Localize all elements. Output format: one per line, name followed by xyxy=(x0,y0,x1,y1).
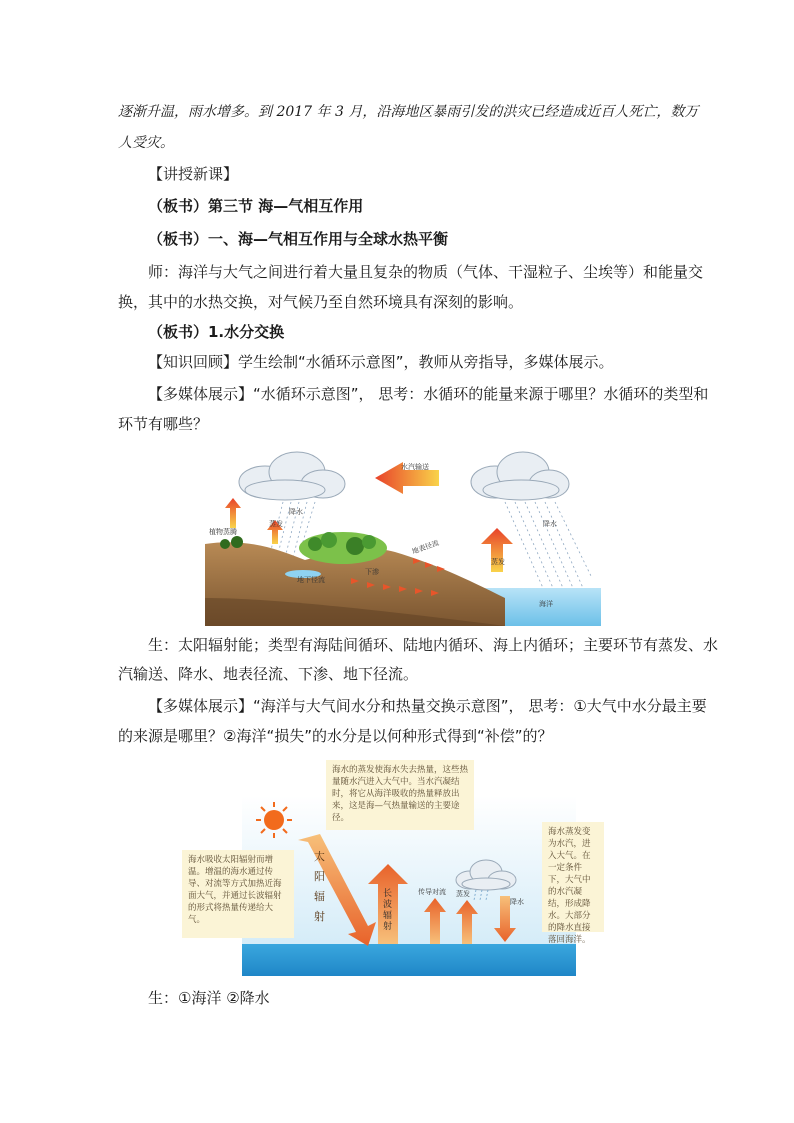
label-infiltration: 下渗 xyxy=(365,568,379,576)
label-conduction: 传导对流 xyxy=(418,888,446,896)
student-answer-2: 生：①海洋 ②降水 xyxy=(148,989,270,1007)
media-line-1a: 【多媒体展示】“水循环示意图”， 思考：水循环的能量来源于哪里？水循环的类型和 xyxy=(148,385,709,403)
media-line-2a: 【多媒体展示】“海洋与大气间水分和热量交换示意图”， 思考：①大气中水分最主要 xyxy=(148,697,707,715)
board-note-3: （板书）1.水分交换 xyxy=(148,323,285,341)
student-answer-1a: 生：太阳辐射能；类型有海陆间循环、陆地内循环、海上内循环；主要环节有蒸发、水 xyxy=(148,636,719,654)
label-evaporation-sea: 蒸发 xyxy=(491,558,505,566)
label-precip-land: 降水 xyxy=(289,508,303,516)
review-line: 【知识回顾】学生绘制“水循环示意图”，教师从旁指导，多媒体展示。 xyxy=(148,353,614,371)
board-note-1: （板书）第三节 海—气相互作用 xyxy=(148,197,364,215)
label-solar-radiation: 太阳辐射 xyxy=(314,850,325,923)
label-surface-runoff: 地表径流 xyxy=(410,538,440,556)
section-heading: 【讲授新课】 xyxy=(148,165,239,183)
label-vapor-transport: 水汽输送 xyxy=(401,463,429,471)
ocean-band xyxy=(242,944,576,976)
label-evaporation-land: 蒸发 xyxy=(269,520,283,528)
intro-text-line-1: 逐渐升温，雨水增多。到 2017 年 3 月，沿海地区暴雨引发的洪灾已经造成近百人死亡，数万 xyxy=(118,104,699,120)
rain-sea xyxy=(505,502,591,588)
label-precip-sea: 降水 xyxy=(543,520,557,528)
board-note-2: （板书）一、海—气相互作用与全球水热平衡 xyxy=(148,230,449,248)
student-answer-1b: 汽输送、降水、地表径流、下渗、地下径流。 xyxy=(118,665,419,683)
heat-water-exchange-diagram xyxy=(180,756,592,978)
label-transpiration: 植物蒸腾 xyxy=(209,528,237,536)
cloud-right xyxy=(471,452,569,500)
evaporation-heat-note: 海水的蒸发使海水失去热量，这些热量随水汽进入大气中。当水汽凝结时，将它从海洋吸收的热量释放出来，这是海—气热量输送的主要途径。 xyxy=(326,760,474,830)
water-cycle-diagram xyxy=(205,448,601,626)
label-ocean: 海洋 xyxy=(539,600,553,608)
label-groundwater: 地下径流 xyxy=(297,576,325,584)
media-line-1b: 环节有哪些？ xyxy=(118,415,209,433)
label-evaporation: 蒸发 xyxy=(456,890,470,898)
media-line-2b: 的来源是哪里？②海洋“损失”的水分是以何种形式得到“补偿”的？ xyxy=(118,727,553,745)
precipitation-note: 海水蒸发变为水汽，进入大气。在一定条件下，大气中的水汽凝结，形成降水。大部分的降水直接落回海洋。 xyxy=(542,822,604,932)
label-longwave: 长波辐射 xyxy=(383,889,393,932)
teacher-line-1: 师：海洋与大气之间进行着大量且复杂的物质（气体、干湿粒子、尘埃等）和能量交 xyxy=(148,263,704,281)
label-precipitation: 降水 xyxy=(510,898,524,906)
teacher-line-2: 换，其中的水热交换，对气候乃至自然环境具有深刻的影响。 xyxy=(118,293,524,311)
cloud-left xyxy=(239,452,345,500)
transpiration-arrow xyxy=(225,498,241,528)
intro-text-line-2: 人受灾。 xyxy=(118,135,174,151)
solar-heating-note: 海水吸收太阳辐射而增温。增温的海水通过传导、对流等方式加热近海面大气，并通过长波辐射的形式将热量传递给大气。 xyxy=(182,850,294,938)
